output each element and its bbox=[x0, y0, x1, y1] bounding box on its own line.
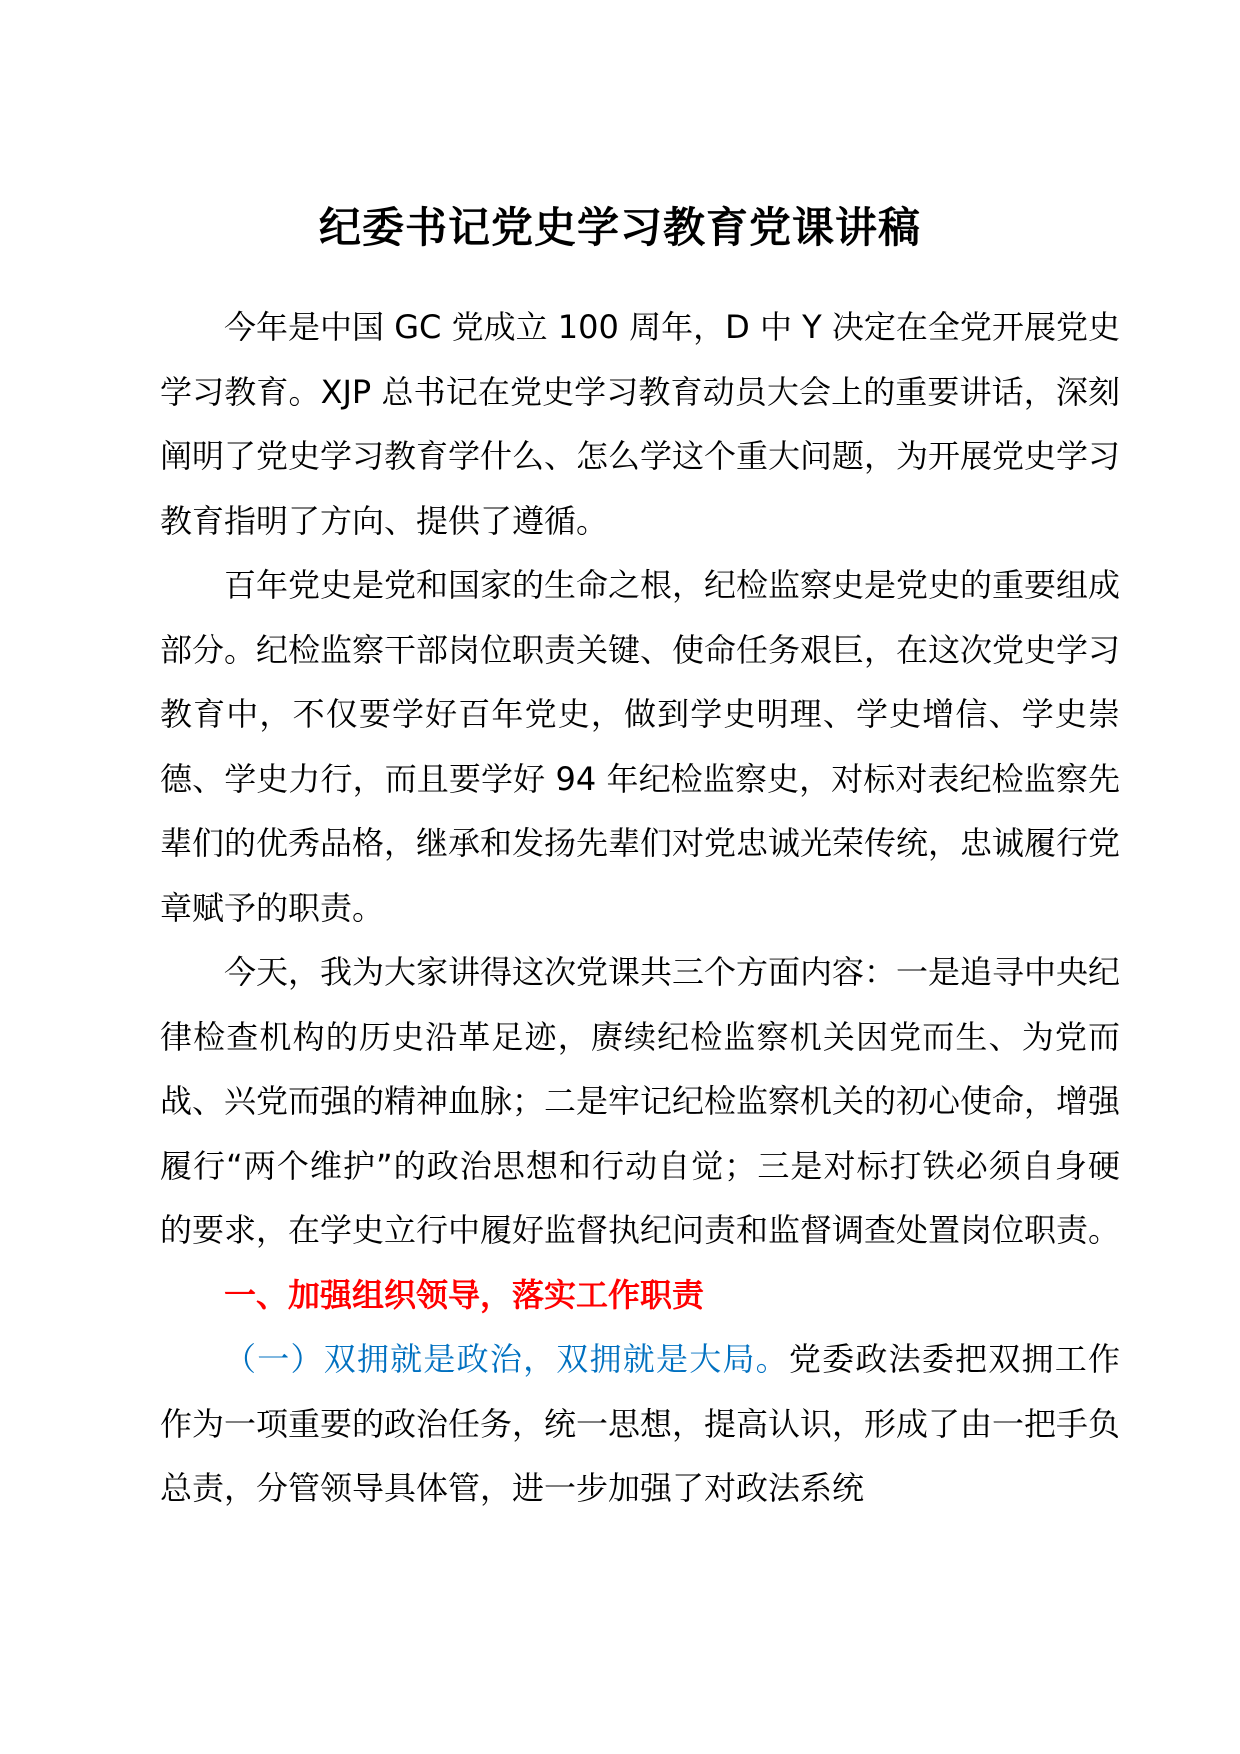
subsection-heading: （一）双拥就是政治，双拥就是大局。 bbox=[224, 1340, 789, 1378]
outline-paragraph: 今天，我为大家讲得这次党课共三个方面内容：一是追寻中央纪律检查机构的历史沿革足迹，赓续纪检监察机关因党而生、为党而战、兴党而强的精神血脉；二是牢记纪检监察机关的初心使命，增强履行“两个维护”的政治思想和行动自觉；三是对标打铁必须自身硬的要求，在学史立行中履好监督执纪问责和监督调查处置岗位职责。 bbox=[160, 953, 1121, 1249]
history-paragraph: 百年党史是党和国家的生命之根，纪检监察史是党史的重要组成部分。纪检监察干部岗位职责关键、使命任务艰巨，在这次党史学习教育中，不仅要学好百年党史，做到学史明理、学史增信、学史崇德、学史力行，而且要学好 94 年纪检监察史，对标对表纪检监察先辈们的优秀品格，继承和发扬先辈们对党忠诚光荣传统，忠诚履行党章赋予的职责。 bbox=[160, 566, 1121, 927]
document-title: 纪委书记党史学习教育党课讲稿 bbox=[318, 203, 921, 252]
section-heading: 一、加强组织领导，落实工作职责 bbox=[224, 1275, 705, 1314]
intro-paragraph: 今年是中国 GC 党成立 100 周年，D 中 Y 决定在全党开展党史学习教育。XJP 总书记在党史学习教育动员大会上的重要讲话，深刻阐明了党史学习教育学什么、怎么学这个重大问题，为开展党史学习教育指明了方向、提供了遵循。 bbox=[160, 308, 1121, 540]
subsection-text: 党委政法委把双拥工作作为一项重要的政治任务，统一思想，提高认识，形成了由一把手负总责，分管领导具体管，进一步加强了对政法系统 bbox=[160, 1340, 1121, 1507]
document-body bbox=[160, 295, 1120, 1521]
subsection-paragraph bbox=[160, 1327, 1120, 1521]
